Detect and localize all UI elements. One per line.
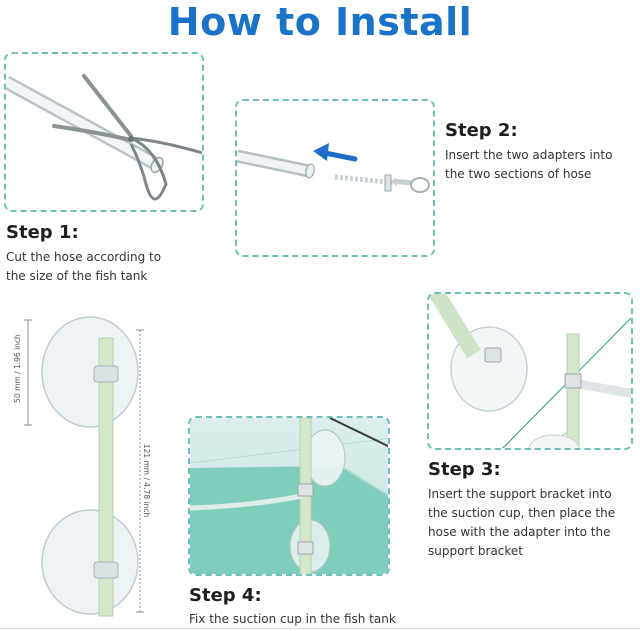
suction-cup-bottom — [42, 510, 138, 614]
fish-tank-icon — [190, 418, 390, 576]
divider — [0, 628, 640, 629]
cup-dimension-label: 50 mm / 1.96 inch — [12, 334, 22, 403]
arrow-left-icon — [313, 143, 355, 161]
step-1-image — [4, 52, 204, 212]
suction-cup-top — [42, 317, 138, 427]
step-2-image — [235, 99, 435, 257]
step-3-image — [427, 292, 633, 450]
adapter-icon — [237, 101, 435, 257]
step-4-image — [188, 416, 390, 576]
page-title: How to Install — [167, 0, 473, 44]
product-diagram — [10, 300, 170, 620]
step-3-title: Step 3: — [428, 459, 501, 480]
step-1-description: Cut the hose according to the size of the fish tank — [6, 250, 162, 283]
step-3-description: Insert the support bracket into the suction cup, then place the hose with the adapter into the support bracket — [428, 487, 616, 558]
step-1-title: Step 1: — [6, 222, 79, 243]
scissors-icon — [6, 54, 204, 212]
step-4-description: Fix the suction cup in the fish tank — [189, 612, 396, 626]
length-dimension-label: 121 mm / 4.78 inch — [142, 443, 152, 518]
step-4-title: Step 4: — [189, 585, 262, 606]
step-2-title: Step 2: — [445, 120, 518, 141]
step-2-description: Insert the two adapters into the two sections of hose — [445, 148, 613, 181]
